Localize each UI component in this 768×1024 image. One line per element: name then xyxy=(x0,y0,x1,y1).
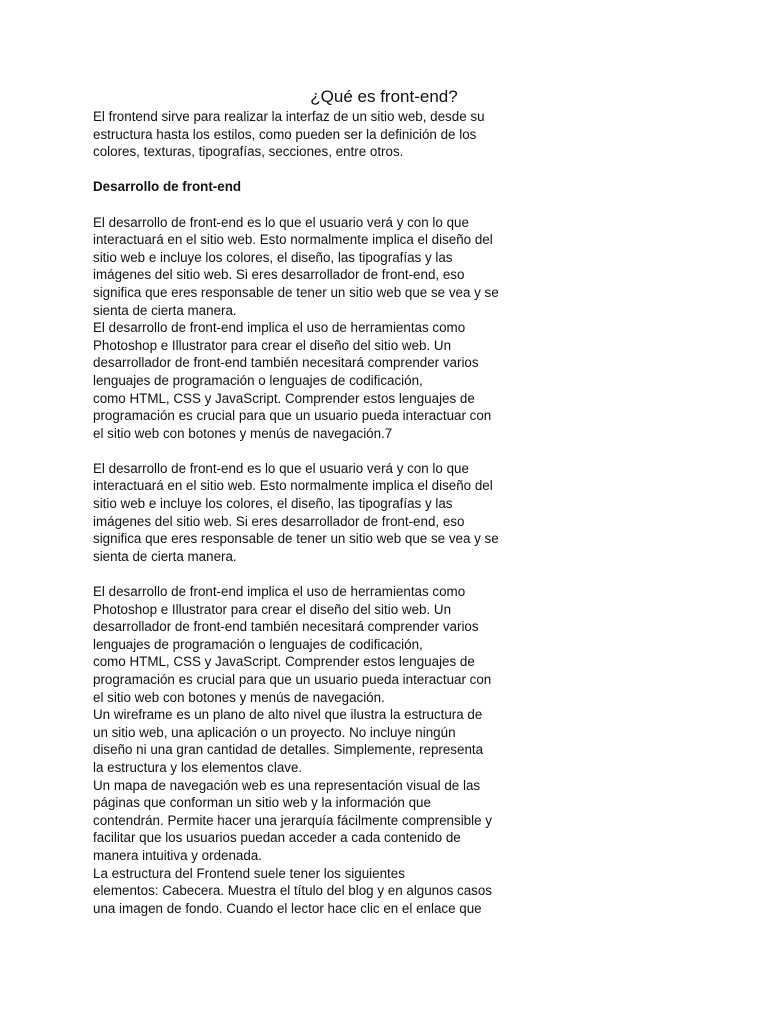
text-line: la estructura y los elementos clave. xyxy=(93,759,303,775)
text-line: colores, texturas, tipografías, secciones, entre otros. xyxy=(93,144,404,160)
paragraph-spacer xyxy=(93,161,533,179)
text-line: manera intuitiva y ordenada. xyxy=(93,847,262,863)
document-title: ¿Qué es front-end? xyxy=(310,87,458,106)
text-line: sienta de cierta manera. xyxy=(93,302,237,318)
paragraph-4 xyxy=(93,583,533,706)
paragraph-spacer xyxy=(93,196,533,214)
text-line: el sitio web con botones y menús de navegación. xyxy=(93,689,385,705)
text-line: interactuará en el sitio web. Esto normalmente implica el diseño del xyxy=(93,232,493,248)
paragraph-2 xyxy=(93,319,533,442)
text-line: imágenes del sitio web. Si eres desarrollador de front-end, eso xyxy=(93,267,465,283)
text-line: Photoshop e Illustrator para crear el diseño del sitio web. Un xyxy=(93,337,452,353)
text-line: El desarrollo de front-end es lo que el usuario verá y con lo que xyxy=(93,214,469,230)
text-line: como HTML, CSS y JavaScript. Comprender estos lenguajes de xyxy=(93,654,475,670)
text-line: programación es crucial para que un usuario pueda interactuar con xyxy=(93,672,492,687)
text-line: como HTML, CSS y JavaScript. Comprender estos lenguajes de xyxy=(93,390,475,406)
text-line: Photoshop e Illustrator para crear el diseño del sitio web. Un xyxy=(93,601,452,617)
text-line: un sitio web, una aplicación o un proyecto. No incluye ningún xyxy=(93,724,456,740)
text-line: desarrollador de front-end también necesitará comprender varios xyxy=(93,619,479,635)
text-line: páginas que conforman un sitio web y la información que xyxy=(93,795,431,811)
paragraph-spacer xyxy=(93,565,533,583)
text-line: programación es crucial para que un usuario pueda interactuar con xyxy=(93,408,492,424)
document-body xyxy=(93,108,533,917)
text-line: diseño ni una gran cantidad de detalles. Simplemente, representa xyxy=(93,742,484,758)
text-line: significa que eres responsable de tener un sitio web que se vea y se xyxy=(93,531,499,547)
intro-paragraph xyxy=(93,108,533,161)
text-line: El desarrollo de front-end implica el uso de herramientas como xyxy=(93,584,466,600)
text-line: sitio web e incluye los colores, el diseño, las tipografías y las xyxy=(93,249,453,265)
text-line: una imagen de fondo. Cuando el lector hace clic en el enlace que xyxy=(93,900,482,916)
section-heading xyxy=(93,178,533,196)
text-line: El desarrollo de front-end implica el uso de herramientas como xyxy=(93,320,466,336)
text-line: sitio web e incluye los colores, el diseño, las tipografías y las xyxy=(93,496,453,512)
text-line: desarrollador de front-end también necesitará comprender varios xyxy=(93,355,479,371)
text-line: significa que eres responsable de tener un sitio web que se vea y se xyxy=(93,284,499,300)
text-line: La estructura del Frontend suele tener los siguientes xyxy=(93,865,405,881)
paragraph-6 xyxy=(93,777,533,865)
text-line: interactuará en el sitio web. Esto normalmente implica el diseño del xyxy=(93,478,493,494)
text-line: Un wireframe es un plano de alto nivel que ilustra la estructura de xyxy=(93,707,483,723)
text-line: imágenes del sitio web. Si eres desarrollador de front-end, eso xyxy=(93,513,465,529)
paragraph-7 xyxy=(93,865,533,918)
text-line: sienta de cierta manera. xyxy=(93,548,237,564)
text-line: contendrán. Permite hacer una jerarquía fácilmente comprensible y xyxy=(93,812,492,828)
paragraph-3 xyxy=(93,460,533,566)
text-line: El frontend sirve para realizar la interfaz de un sitio web, desde su xyxy=(93,109,485,124)
text-line: elementos: Cabecera. Muestra el título del blog y en algunos casos xyxy=(93,883,492,899)
text-line: facilitar que los usuarios puedan acceder a cada contenido de xyxy=(93,830,461,846)
text-line: lenguajes de programación o lenguajes de codificación, xyxy=(93,372,423,388)
paragraph-spacer xyxy=(93,442,533,460)
heading-text: Desarrollo de front-end xyxy=(93,179,242,195)
text-line: Un mapa de navegación web es una representación visual de las xyxy=(93,777,481,793)
text-line: estructura hasta los estilos, como pueden ser la definición de los xyxy=(93,126,477,142)
text-line: lenguajes de programación o lenguajes de codificación, xyxy=(93,636,423,652)
text-line: el sitio web con botones y menús de navegación.7 xyxy=(93,425,393,441)
paragraph-1 xyxy=(93,214,533,320)
text-line: El desarrollo de front-end es lo que el usuario verá y con lo que xyxy=(93,460,469,476)
paragraph-5 xyxy=(93,706,533,776)
